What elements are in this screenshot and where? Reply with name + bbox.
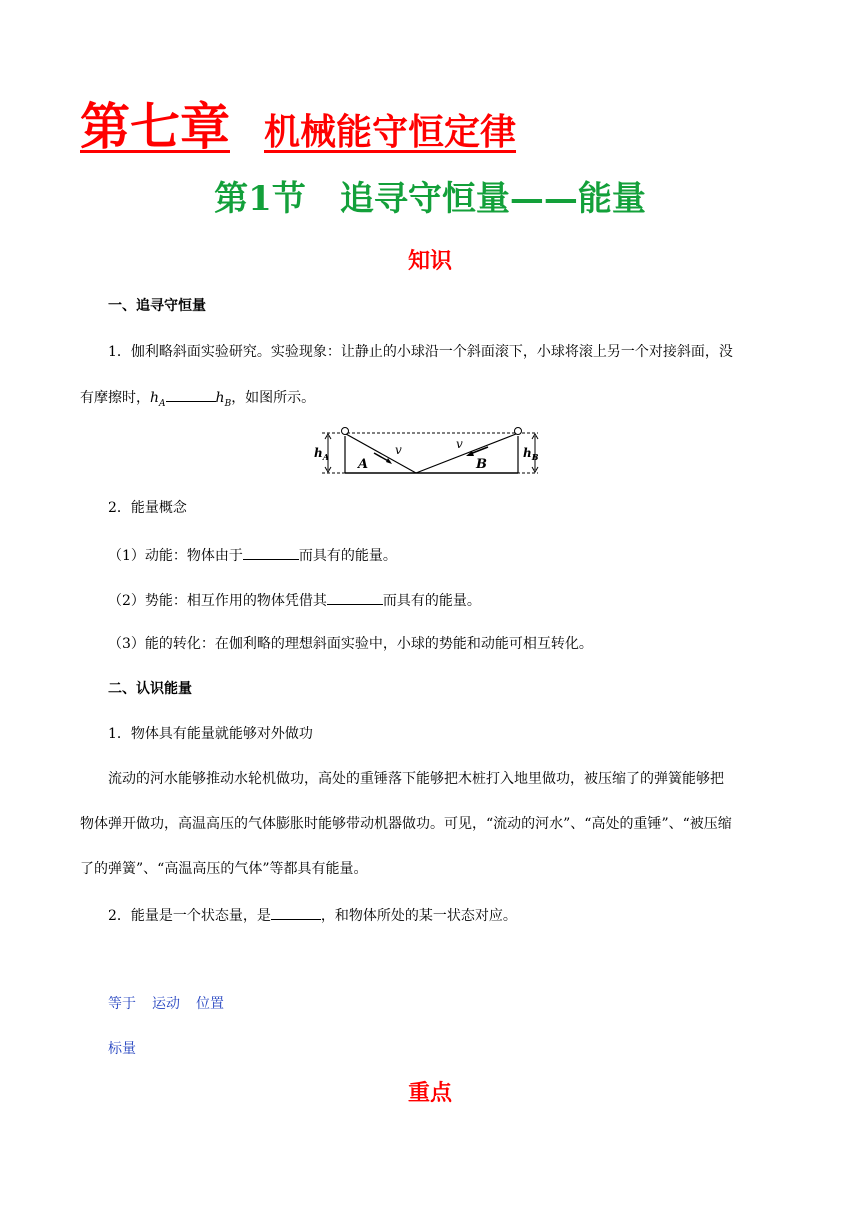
chapter-number: 第七章 — [80, 97, 230, 156]
part2-item2: 2．能量是一个状态量，是 ，和物体所处的某一状态对应。 — [108, 908, 517, 924]
sub-item-1: （1）动能：物体由于 而具有的能量。 — [108, 548, 397, 564]
chapter-title — [80, 97, 517, 156]
item2-heading: 2．能量概念 — [108, 500, 187, 516]
knowledge-heading: 知识 — [407, 248, 452, 274]
item1-line1: 1．伽利略斜面实验研究。实验现象：让静止的小球沿一个斜面滚下，小球将滚上另一个对接斜面，没 — [108, 344, 733, 360]
blank-4 — [271, 907, 321, 920]
label-v1: v — [395, 443, 402, 457]
para-line2: 物体弹开做功，高温高压的气体膨胀时能够带动机器做功。可见，“流动的河水”、“高处的重锤”、“被压缩 — [80, 816, 732, 832]
answer-3: 位置 — [196, 996, 224, 1012]
label-v2: v — [456, 437, 463, 451]
blank-2 — [243, 547, 299, 560]
para-line3: 了的弹簧”、“高温高压的气体”等都具有能量。 — [80, 861, 368, 877]
answer-4: 标量 — [108, 1041, 136, 1057]
part2-item1: 1．物体具有能量就能够对外做功 — [108, 726, 313, 742]
section-title: 第1节 追寻守恒量——能量 — [214, 179, 646, 219]
answers-line1 — [108, 997, 240, 1011]
sub-item-2: （2）势能：相互作用的物体凭借其 而具有的能量。 — [108, 593, 481, 609]
label-a: A — [358, 457, 369, 472]
part1-heading: 一、追寻守恒量 — [108, 298, 206, 314]
label-ha: $h_A$ — [314, 446, 329, 462]
para-line1: 流动的河水能够推动水轮机做功，高处的重锤落下能够把木桩打入地里做功，被压缩了的弹簧能够把 — [108, 771, 724, 787]
incline-figure — [314, 424, 542, 476]
answer-1: 等于 — [108, 996, 136, 1012]
key-points-heading: 重点 — [407, 1080, 452, 1106]
answers-line2 — [108, 1042, 152, 1056]
blank-3 — [327, 592, 383, 605]
answer-2: 运动 — [152, 996, 180, 1012]
blank-1 — [166, 389, 216, 402]
label-hb: $h_B$ — [523, 446, 539, 462]
item1-line2: 有摩擦时，$h_A$ $h_B$，如图所示。 — [80, 390, 316, 409]
sub-item-3: （3）能的转化：在伽利略的理想斜面实验中，小球的势能和动能可相互转化。 — [108, 636, 593, 652]
chapter-name: 机械能守恒定律 — [264, 111, 517, 153]
label-b: B — [476, 457, 487, 472]
part2-heading: 二、认识能量 — [108, 681, 192, 697]
